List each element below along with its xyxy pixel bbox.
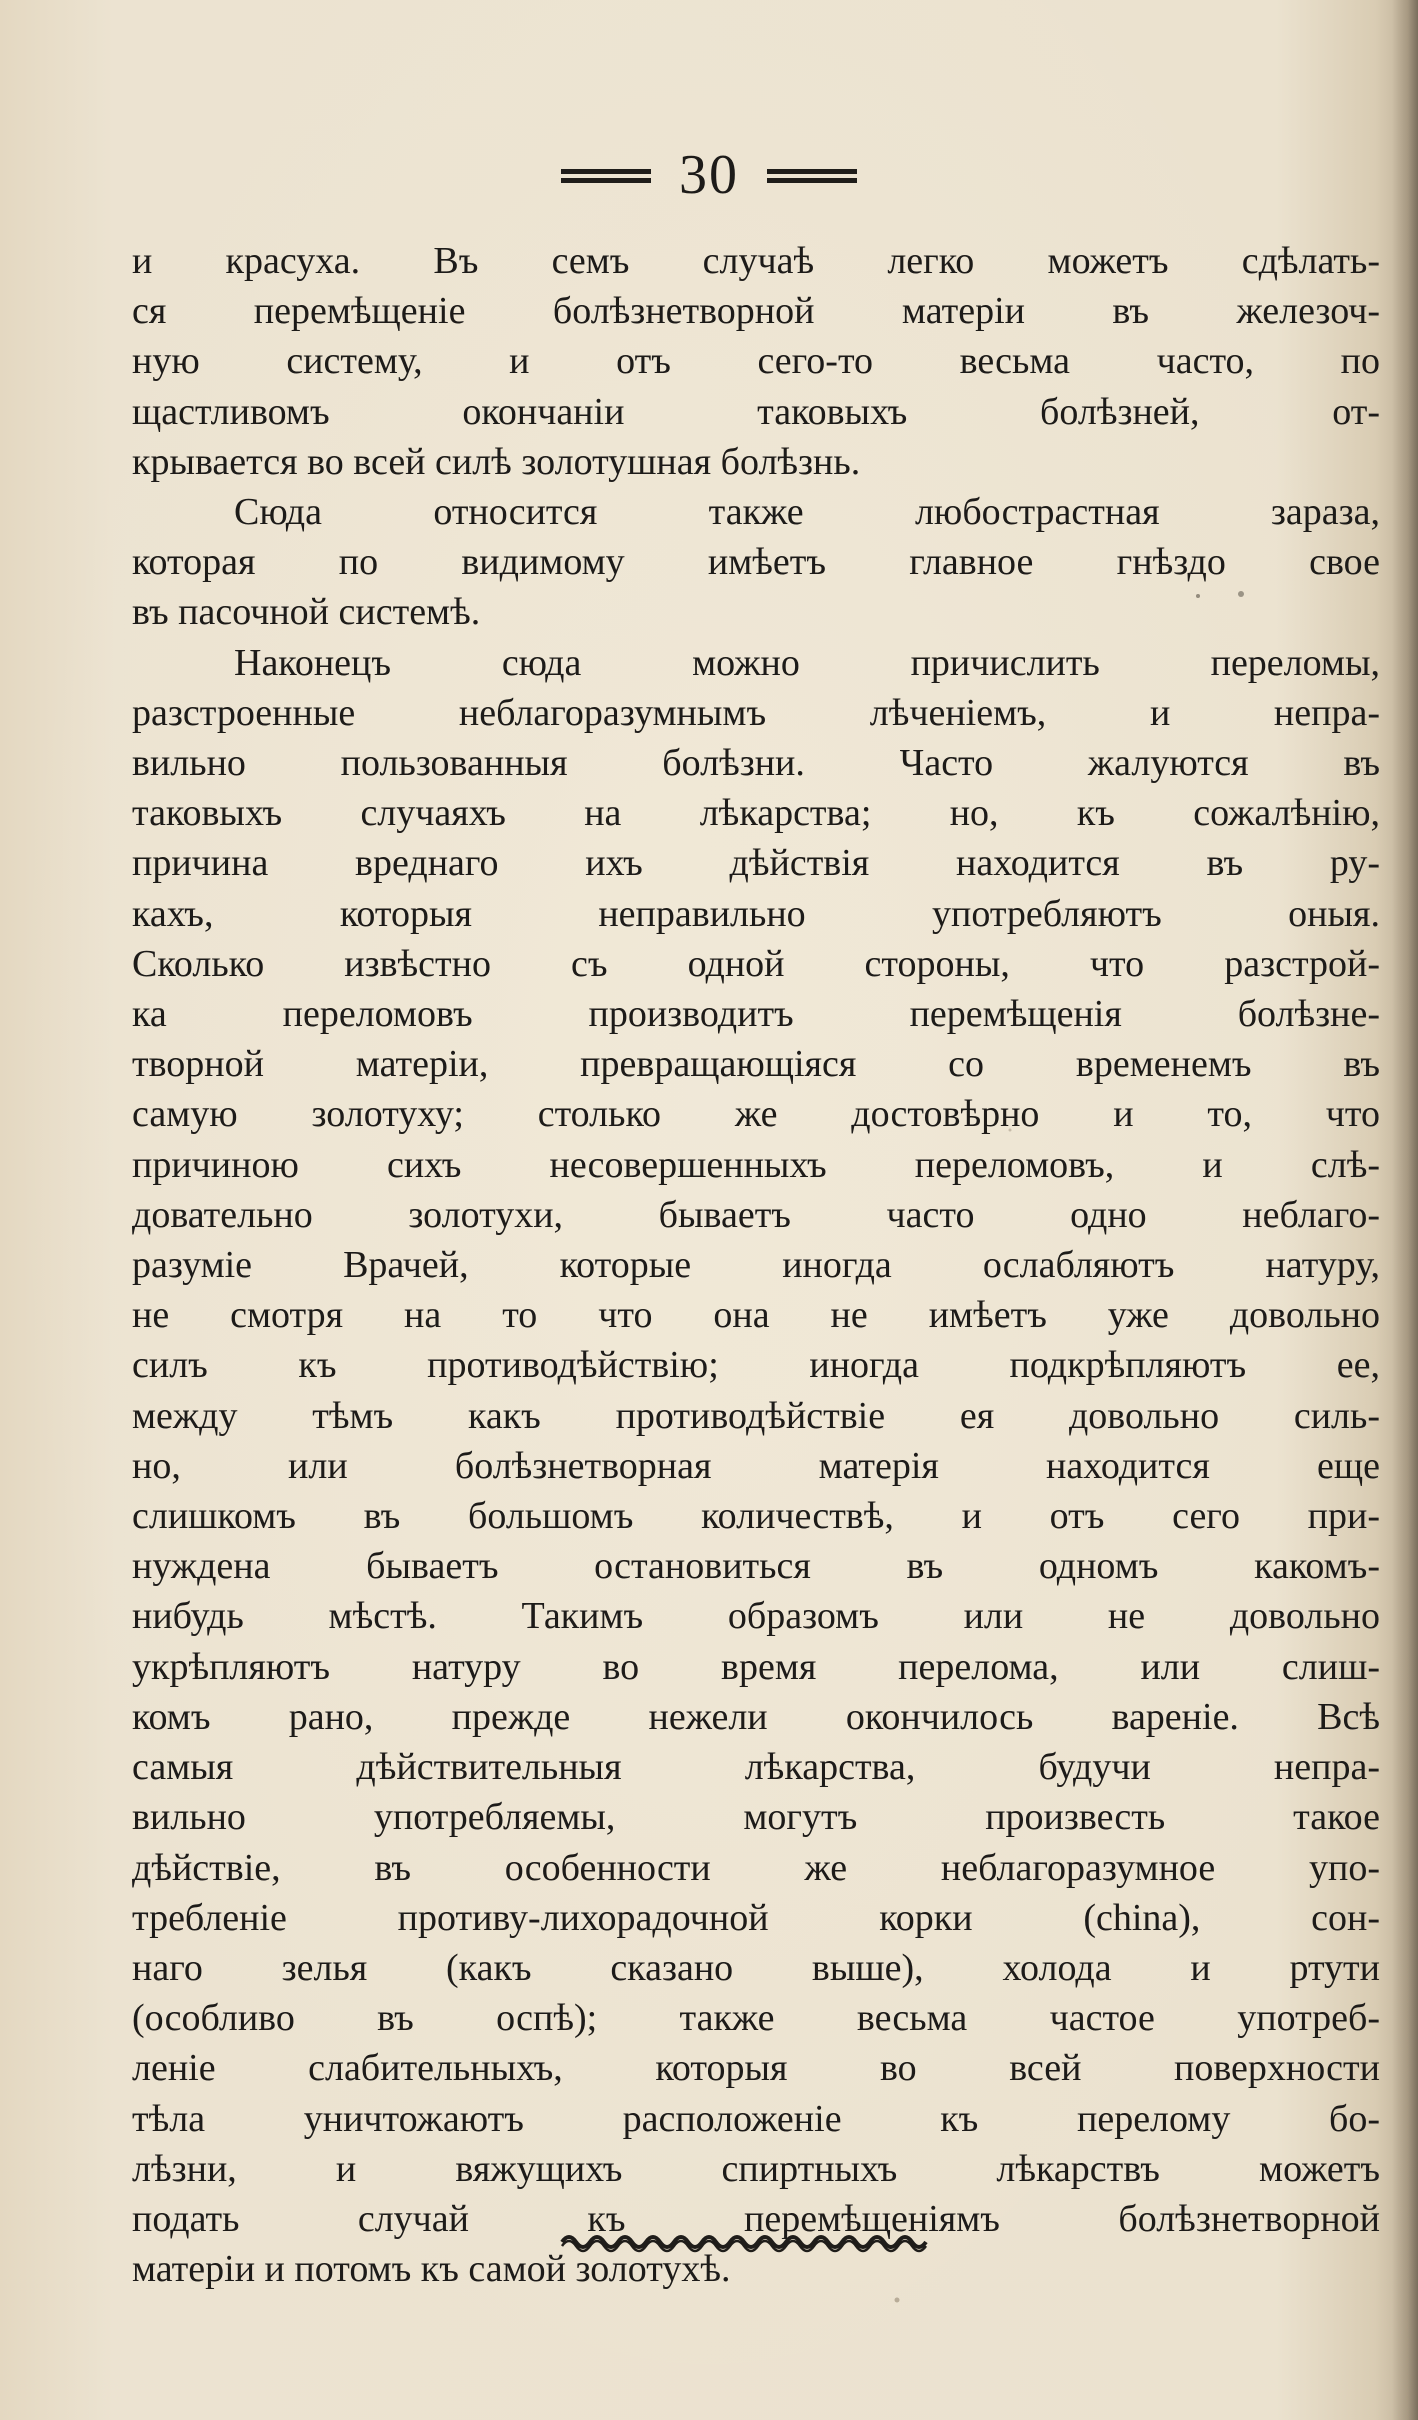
text-line: наго зелья (какъ сказано выше), холода и ртути (132, 1946, 1380, 1989)
text-line: Наконецъ сюда можно причислить переломы, (234, 641, 1380, 684)
text-line: не смотря на то что она не имѣетъ уже довольно (132, 1294, 1380, 1337)
text-line: Сюда относится также любострастная зараза, (234, 491, 1380, 534)
text-line: разстроенные неблагоразумнымъ лѣченіемъ, и непра- (132, 691, 1380, 734)
text-line: леніе слабительныхъ, которыя во всей поверхности (132, 2047, 1380, 2090)
text-line: причина вреднаго ихъ дѣйствія находится въ ру- (132, 842, 1380, 885)
text-line: причиною сихъ несовершенныхъ переломовъ, и слѣ- (132, 1143, 1380, 1186)
text-line: щастливомъ окончаніи таковыхъ болѣзней, от- (132, 390, 1380, 433)
text-line: вильно употребляемы, могутъ произвесть такое (132, 1796, 1380, 1839)
text-line: разуміе Врачей, которые иногда ослабляютъ натуру, (132, 1244, 1380, 1287)
text-line: укрѣпляютъ натуру во время перелома, или слиш- (132, 1645, 1380, 1688)
text-line: лѣзни, и вяжущихъ спиртныхъ лѣкарствъ можетъ (132, 2147, 1380, 2190)
text-line: силъ къ противодѣйствію; иногда подкрѣпляютъ ее, (132, 1344, 1380, 1387)
text-line: слишкомъ въ большомъ количествѣ, и отъ сего при- (132, 1495, 1380, 1538)
text-line: самую золотуху; столько же достовѣрно и то, что (132, 1093, 1380, 1136)
header-rule-left (561, 167, 651, 183)
text-line: подать случай къ перемѣщеніямъ болѣзнетворной (132, 2197, 1380, 2240)
text-line: таковыхъ случаяхъ на лѣкарства; но, къ сожалѣнію, (132, 792, 1380, 835)
ornament-divider (560, 2228, 930, 2256)
text-line: крывается во всей силѣ золотушная болѣзнь. (132, 440, 861, 483)
text-line: въ пасочной системѣ. (132, 591, 481, 634)
page-header (0, 140, 1418, 210)
text-line: вильно пользованныя болѣзни. Часто жалуются въ (132, 742, 1380, 785)
text-line: творной матеріи, превращающіяся со временемъ въ (132, 1043, 1380, 1086)
text-line: нибудь мѣстѣ. Такимъ образомъ или не довольно (132, 1595, 1380, 1638)
text-line: самыя дѣйствительныя лѣкарства, будучи непра- (132, 1746, 1380, 1789)
text-line: довательно золотухи, бываетъ часто одно неблаго- (132, 1193, 1380, 1236)
text-line: нуждена бываетъ остановиться въ одномъ какомъ- (132, 1545, 1380, 1588)
text-line: тѣла уничтожаютъ расположеніе къ перелому бо- (132, 2097, 1380, 2140)
text-line: кахъ, которыя неправильно употребляютъ оныя. (132, 892, 1380, 935)
page-number: 30 (679, 144, 739, 206)
text-line: Сколько извѣстно съ одной стороны, что разстрой- (132, 942, 1380, 985)
header-rule-right (767, 167, 857, 183)
text-line: (особливо въ оспѣ); также весьма частое употреб- (132, 1997, 1380, 2040)
body-text (132, 236, 1380, 2294)
text-line: ка переломовъ производитъ перемѣщенія болѣзне- (132, 993, 1380, 1036)
text-line: требленіе противу-лихорадочной корки (china), сон- (132, 1896, 1380, 1939)
text-line: но, или болѣзнетворная матерія находится еще (132, 1444, 1380, 1487)
text-line: матеріи и потомъ къ самой золотухѣ. (132, 2248, 731, 2291)
text-line: которая по видимому имѣетъ главное гнѣздо свое (132, 541, 1380, 584)
text-line: и красуха. Въ семъ случаѣ легко можетъ сдѣлать- (132, 240, 1380, 282)
text-line: дѣйствіе, въ особенности же неблагоразумное упо- (132, 1846, 1380, 1889)
page-gutter-shadow (1392, 0, 1418, 2420)
text-line: ную систему, и отъ сего-то весьма часто, по (132, 340, 1380, 383)
text-line: комъ рано, прежде нежели окончилось вареніе. Всѣ (132, 1695, 1380, 1738)
text-line: между тѣмъ какъ противодѣйствіе ея довольно силь- (132, 1394, 1380, 1437)
text-line: ся перемѣщеніе болѣзнетворной матеріи въ железоч- (132, 290, 1380, 333)
